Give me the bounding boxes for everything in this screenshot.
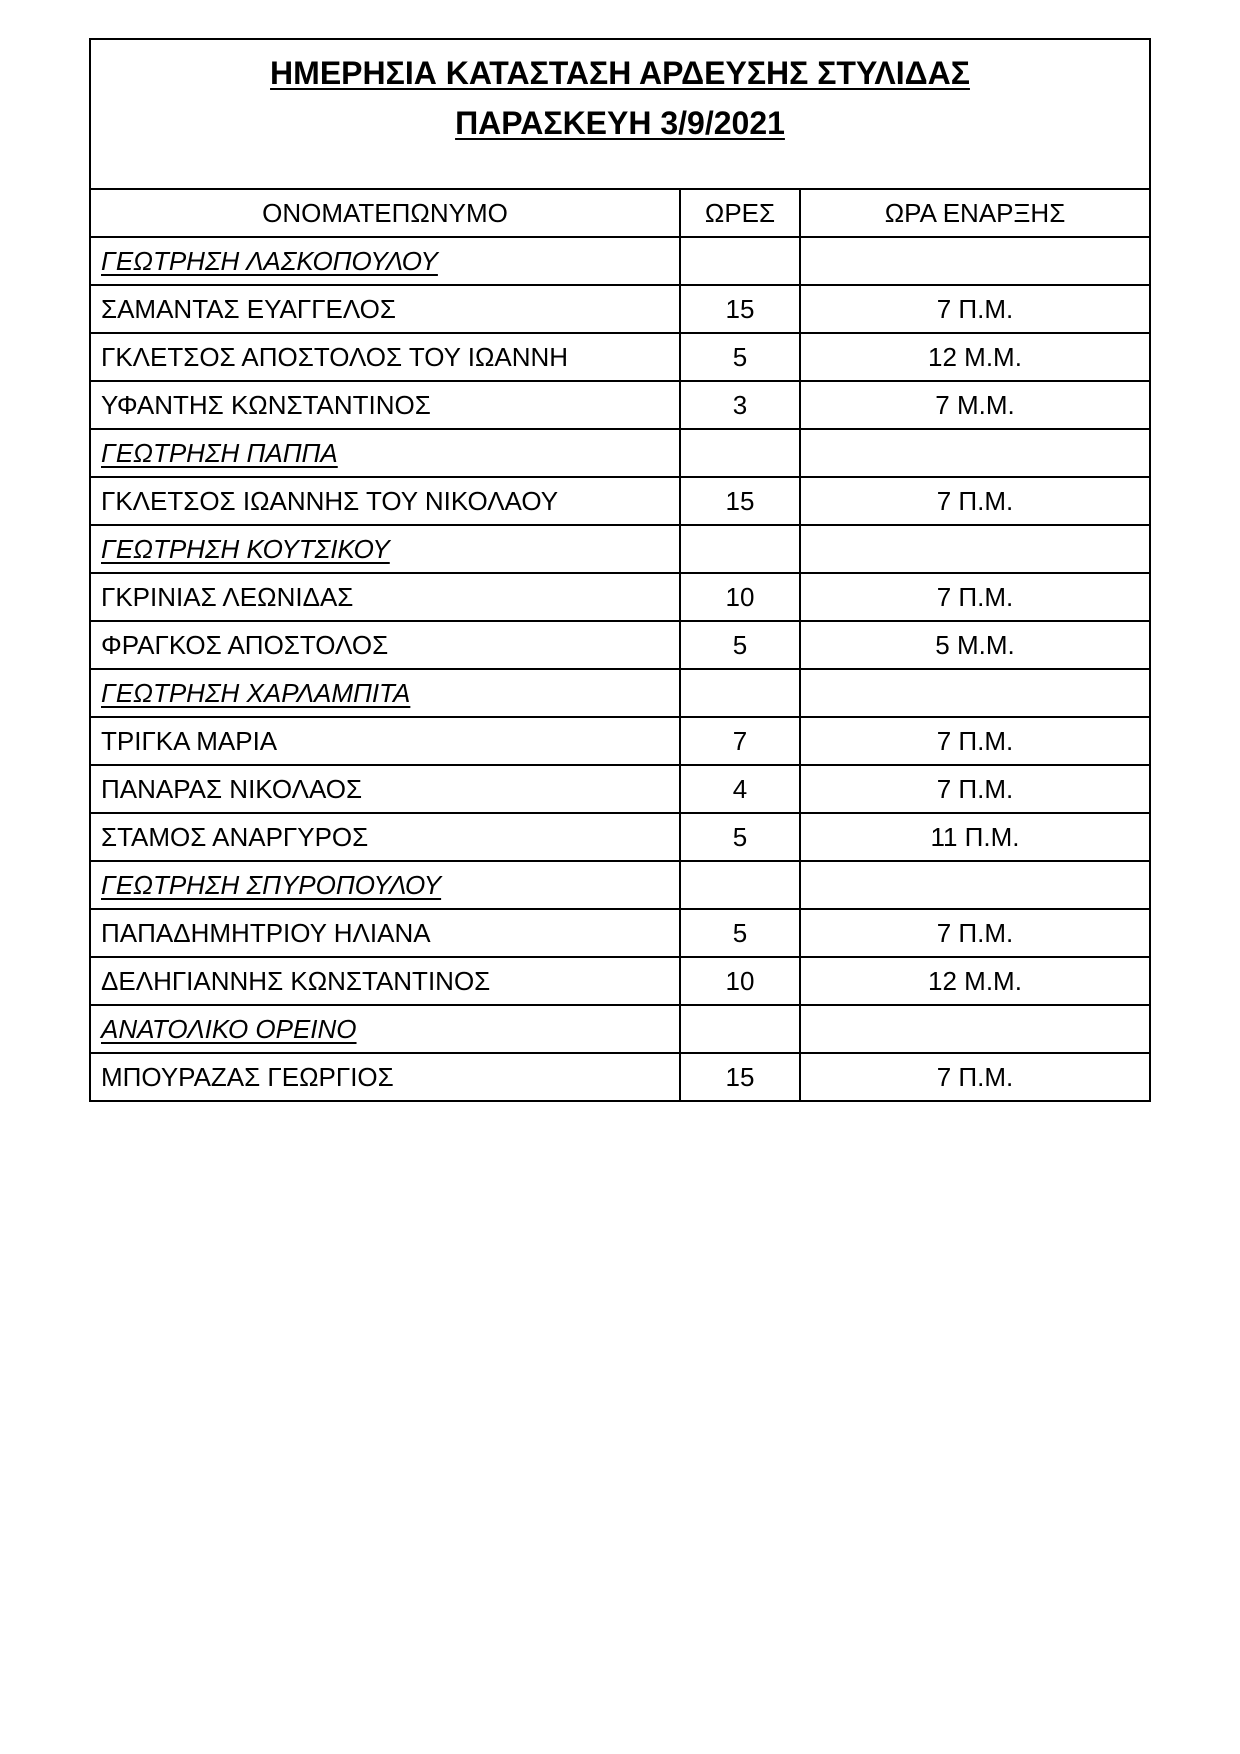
empty-cell [680,237,800,285]
person-name: ΤΡΙΓΚΑ ΜΑΡΙΑ [90,717,680,765]
group-row [90,429,1150,477]
group-title: ΓΕΩΤΡΗΣΗ ΛΑΣΚΟΠΟΥΛΟΥ [90,237,680,285]
start-time-value: 12 Μ.Μ. [800,957,1150,1005]
table-row [90,285,1150,333]
group-title: ΓΕΩΤΡΗΣΗ ΠΑΠΠΑ [90,429,680,477]
empty-cell [800,429,1150,477]
empty-cell [800,525,1150,573]
document-title: ΗΜΕΡΗΣΙΑ ΚΑΤΑΣΤΑΣΗ ΑΡΔΕΥΣΗΣ ΣΤΥΛΙΔΑΣ [270,55,970,91]
empty-cell [680,429,800,477]
table-row [90,1053,1150,1101]
start-time-value: 5 Μ.Μ. [800,621,1150,669]
group-row [90,1005,1150,1053]
hours-value: 5 [680,909,800,957]
column-header-start-time: ΩΡΑ ΕΝΑΡΞΗΣ [800,189,1150,237]
start-time-value: 7 Μ.Μ. [800,381,1150,429]
column-header-name: ΟΝΟΜΑΤΕΠΩΝΥΜΟ [90,189,680,237]
start-time-value: 7 Π.Μ. [800,573,1150,621]
table-row [90,333,1150,381]
group-title: ΓΕΩΤΡΗΣΗ ΚΟΥΤΣΙΚΟΥ [90,525,680,573]
person-name: ΠΑΝΑΡΑΣ ΝΙΚΟΛΑΟΣ [90,765,680,813]
irrigation-schedule-sheet [89,38,1149,1102]
schedule-body [90,237,1150,1101]
table-row [90,909,1150,957]
table-row [90,573,1150,621]
table-row [90,813,1150,861]
group-row [90,237,1150,285]
start-time-value: 7 Π.Μ. [800,285,1150,333]
start-time-value: 7 Π.Μ. [800,477,1150,525]
empty-cell [680,525,800,573]
person-name: ΔΕΛΗΓΙΑΝΝΗΣ ΚΩΝΣΤΑΝΤΙΝΟΣ [90,957,680,1005]
empty-cell [800,669,1150,717]
group-row [90,525,1150,573]
hours-value: 15 [680,477,800,525]
group-row [90,669,1150,717]
table-row [90,717,1150,765]
empty-cell [680,1005,800,1053]
start-time-value: 7 Π.Μ. [800,1053,1150,1101]
empty-cell [680,861,800,909]
person-name: ΣΤΑΜΟΣ ΑΝΑΡΓΥΡΟΣ [90,813,680,861]
hours-value: 4 [680,765,800,813]
column-header-hours: ΩΡΕΣ [680,189,800,237]
hours-value: 10 [680,573,800,621]
person-name: ΣΑΜΑΝΤΑΣ ΕΥΑΓΓΕΛΟΣ [90,285,680,333]
column-header-row [90,189,1150,237]
person-name: ΥΦΑΝΤΗΣ ΚΩΝΣΤΑΝΤΙΝΟΣ [90,381,680,429]
empty-cell [800,1005,1150,1053]
person-name: ΜΠΟΥΡΑΖΑΣ ΓΕΩΡΓΙΟΣ [90,1053,680,1101]
person-name: ΦΡΑΓΚΟΣ ΑΠΟΣΤΟΛΟΣ [90,621,680,669]
table-row [90,765,1150,813]
empty-cell [800,237,1150,285]
group-title: ΓΕΩΤΡΗΣΗ ΣΠΥΡΟΠΟΥΛΟΥ [90,861,680,909]
person-name: ΓΚΛΕΤΣΟΣ ΑΠΟΣΤΟΛΟΣ ΤΟΥ ΙΩΑΝΝΗ [90,333,680,381]
document-date: ΠΑΡΑΣΚΕΥΗ 3/9/2021 [455,105,785,141]
table-row [90,381,1150,429]
hours-value: 5 [680,333,800,381]
start-time-value: 7 Π.Μ. [800,765,1150,813]
start-time-value: 12 Μ.Μ. [800,333,1150,381]
table-row [90,957,1150,1005]
hours-value: 5 [680,813,800,861]
start-time-value: 11 Π.Μ. [800,813,1150,861]
title-cell [90,39,1150,189]
table-row [90,477,1150,525]
person-name: ΓΚΛΕΤΣΟΣ ΙΩΑΝΝΗΣ ΤΟΥ ΝΙΚΟΛΑΟΥ [90,477,680,525]
hours-value: 10 [680,957,800,1005]
group-title: ΓΕΩΤΡΗΣΗ ΧΑΡΛΑΜΠΙΤΑ [90,669,680,717]
hours-value: 15 [680,285,800,333]
group-title: ΑΝΑΤΟΛΙΚΟ ΟΡΕΙΝΟ [90,1005,680,1053]
hours-value: 7 [680,717,800,765]
empty-cell [800,861,1150,909]
start-time-value: 7 Π.Μ. [800,909,1150,957]
hours-value: 3 [680,381,800,429]
person-name: ΓΚΡΙΝΙΑΣ ΛΕΩΝΙΔΑΣ [90,573,680,621]
start-time-value: 7 Π.Μ. [800,717,1150,765]
title-row [90,39,1150,189]
irrigation-schedule-table [89,38,1151,1102]
table-row [90,621,1150,669]
hours-value: 5 [680,621,800,669]
group-row [90,861,1150,909]
hours-value: 15 [680,1053,800,1101]
person-name: ΠΑΠΑΔΗΜΗΤΡΙΟΥ ΗΛΙΑΝΑ [90,909,680,957]
empty-cell [680,669,800,717]
